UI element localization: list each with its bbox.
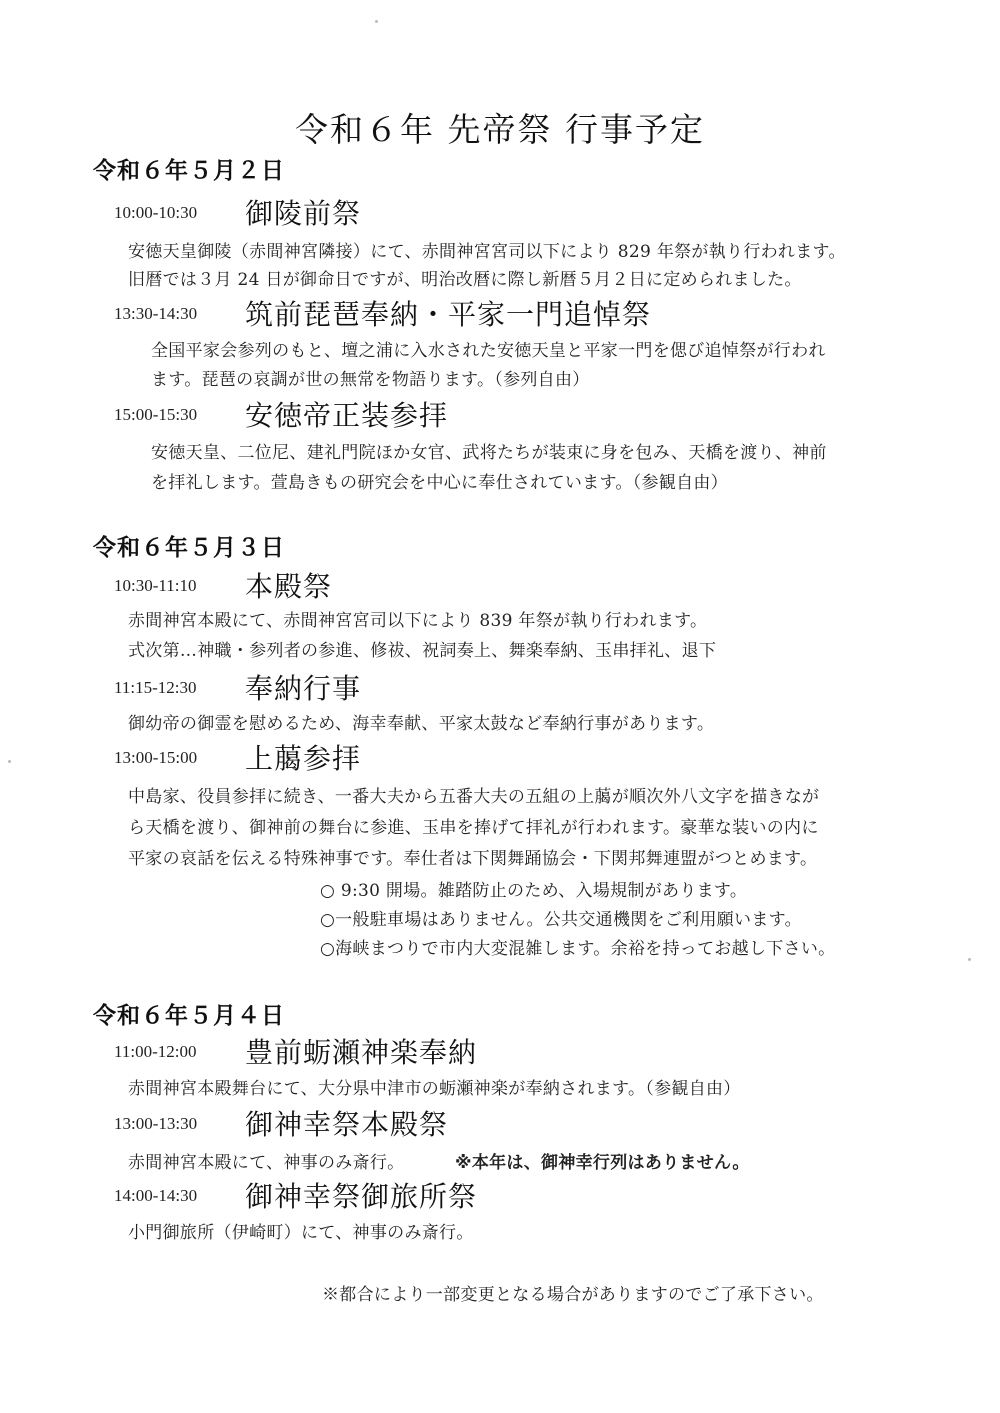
event-name: 御神幸祭本殿祭 xyxy=(245,1108,449,1141)
scan-dot xyxy=(968,958,971,961)
day-date: 令和６年５月２日 xyxy=(93,158,285,184)
scan-dot xyxy=(8,760,11,763)
event-time: 13:00-13:30 xyxy=(114,1114,198,1133)
event-note: ○海峡まつりで市内大変混雑します。余裕を持ってお越し下さい。 xyxy=(320,939,836,959)
event-time: 11:00-12:00 xyxy=(114,1042,197,1061)
event-name: 本殿祭 xyxy=(245,570,333,603)
event-time: 11:15-12:30 xyxy=(114,678,197,697)
event-description-line: 小門御旅所（伊崎町）にて、神事のみ斎行。 xyxy=(128,1223,474,1243)
event-description-line: 赤間神宮本殿にて、神事のみ斎行。 xyxy=(128,1153,405,1173)
event-description-line: 全国平家会参列のもと、壇之浦に入水された安徳天皇と平家一門を偲び追悼祭が行われ xyxy=(151,341,826,361)
day-date: 令和６年５月３日 xyxy=(93,535,285,561)
event-description-line: 安徳天皇御陵（赤間神宮隣接）にて、赤間神宮宮司以下により 829 年祭が執り行われます。 xyxy=(128,242,846,262)
event-description-line: 赤間神宮本殿舞台にて、大分県中津市の蛎瀬神楽が奉納されます。（参観自由） xyxy=(128,1079,741,1099)
event-description-line: ます。琵琶の哀調が世の無常を物語ります。（参列自由） xyxy=(151,370,590,390)
event-name: 御陵前祭 xyxy=(245,197,362,230)
page-title: 令和６年 先帝祭 行事予定 xyxy=(295,110,705,149)
event-description-line: 式次第…神職・参列者の参進、修祓、祝詞奏上、舞楽奉納、玉串拝礼、退下 xyxy=(128,641,717,661)
event-note: ○ 9:30 開場。雑踏防止のため、入場規制があります。 xyxy=(320,881,748,901)
event-time: 15:00-15:30 xyxy=(114,405,198,424)
footer-note: ※都合により一部変更となる場合がありますのでご了承下さい。 xyxy=(322,1285,824,1305)
event-description-line: 旧暦では３月 24 日が御命日ですが、明治改暦に際し新暦５月２日に定められました。 xyxy=(128,270,802,290)
event-description-line: 安徳天皇、二位尼、建礼門院ほか女官、武将たちが装束に身を包み、天橋を渡り、神前 xyxy=(151,443,827,463)
event-description-line: を拝礼します。萱島きもの研究会を中心に奉仕されています。（参観自由） xyxy=(151,473,728,493)
scan-dot xyxy=(375,20,378,23)
event-notice: ※本年は、御神幸行列はありません。 xyxy=(455,1153,750,1173)
event-time: 13:00-15:00 xyxy=(114,748,198,767)
event-note: ○一般駐車場はありません。公共交通機関をご利用願います。 xyxy=(320,910,802,930)
event-description-line: 中島家、役員参拝に続き、一番大夫から五番大夫の五組の上﨟が順次外八文字を描きなが xyxy=(128,787,820,807)
event-name: 筑前琵琶奉納・平家一門追悼祭 xyxy=(245,298,652,331)
event-description-line: 赤間神宮本殿にて、赤間神宮宮司以下により 839 年祭が執り行われます。 xyxy=(128,611,708,631)
event-name: 豊前蛎瀬神楽奉納 xyxy=(245,1036,478,1069)
event-name: 安徳帝正装参拝 xyxy=(245,399,449,432)
event-description-line: 御幼帝の御霊を慰めるため、海幸奉献、平家太鼓など奉納行事があります。 xyxy=(128,714,715,734)
event-time: 13:30-14:30 xyxy=(114,304,198,323)
event-time: 14:00-14:30 xyxy=(114,1186,198,1205)
event-description-line: ら天橋を渡り、御神前の舞台に参進、玉串を捧げて拝礼が行われます。豪華な装いの内に xyxy=(128,818,819,838)
event-description-line: 平家の哀話を伝える特殊神事です。奉仕者は下関舞踊協会・下関邦舞連盟がつとめます。 xyxy=(128,849,818,869)
day-date: 令和６年５月４日 xyxy=(93,1003,285,1029)
event-name: 御神幸祭御旅所祭 xyxy=(245,1180,478,1213)
event-time: 10:00-10:30 xyxy=(114,203,198,222)
event-time: 10:30-11:10 xyxy=(114,576,197,595)
event-name: 上﨟参拝 xyxy=(245,742,362,775)
event-name: 奉納行事 xyxy=(245,672,362,705)
